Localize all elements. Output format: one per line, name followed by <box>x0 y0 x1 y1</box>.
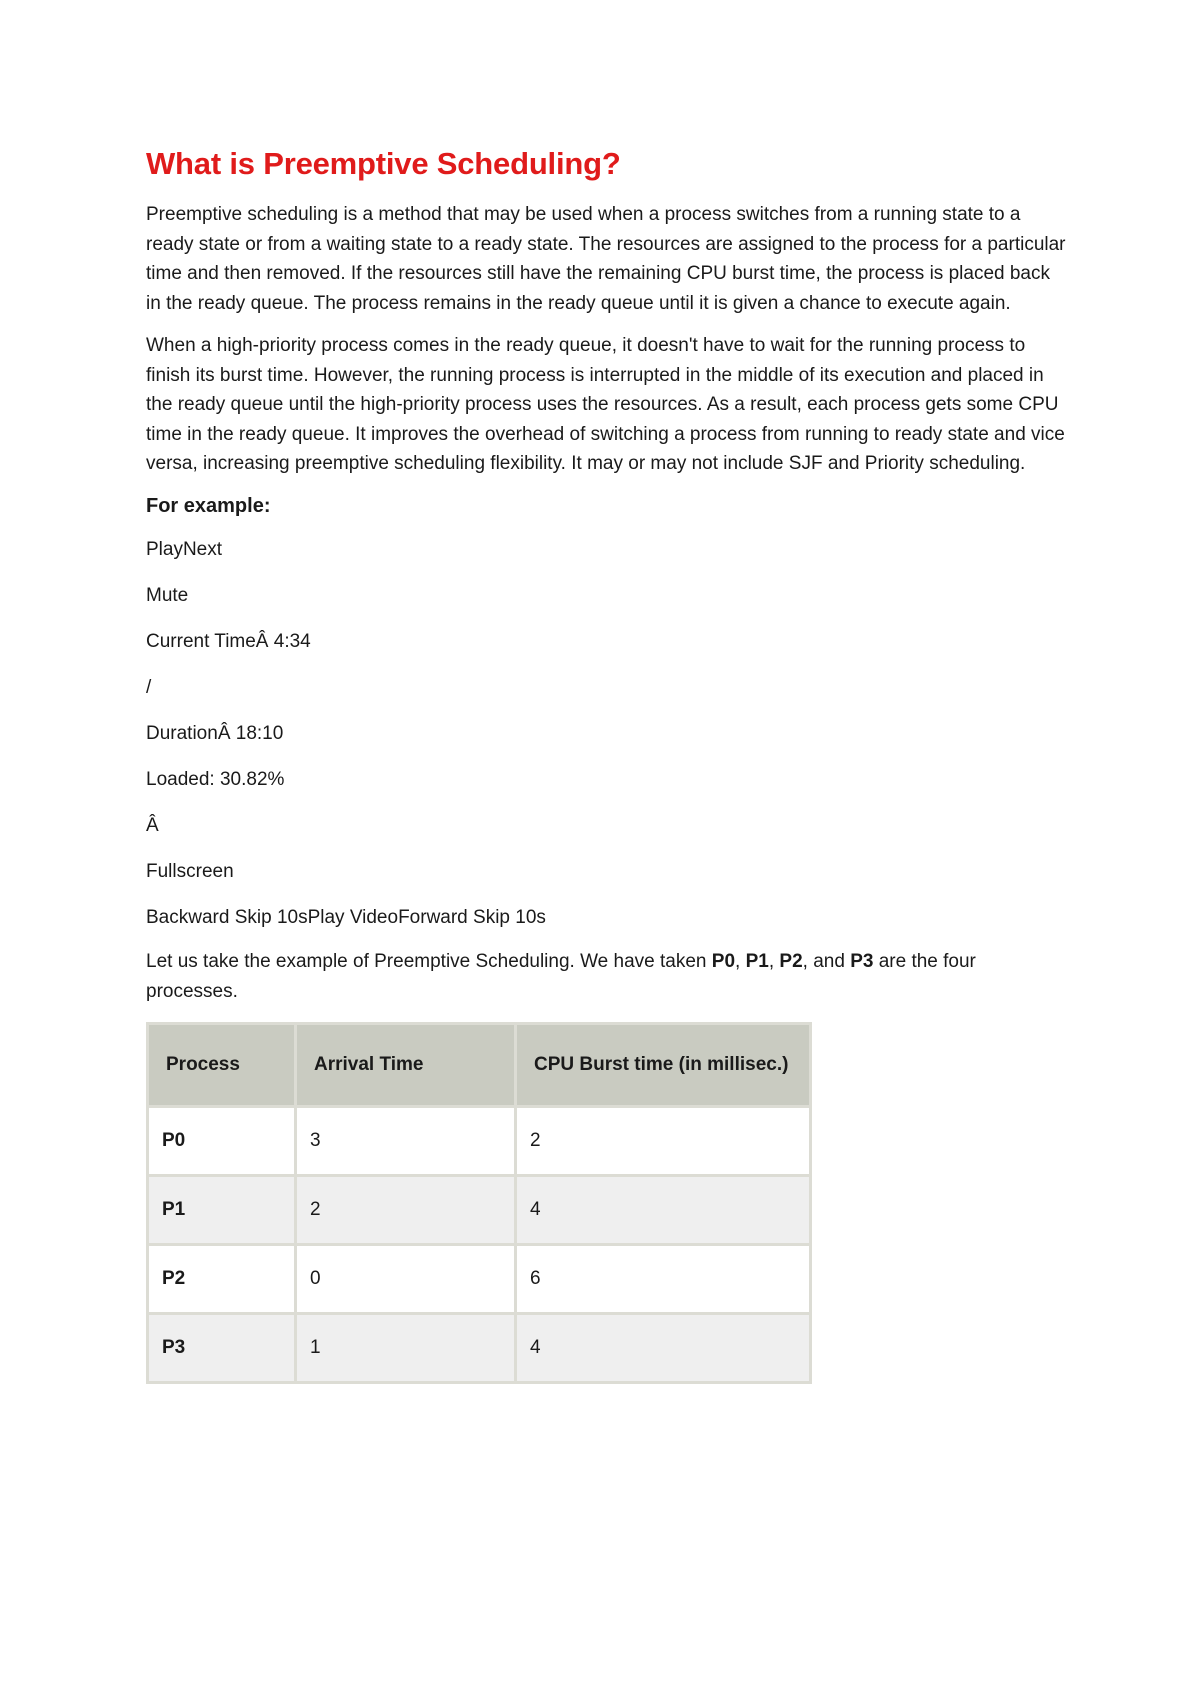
player-duration: DurationÂ 18:10 <box>146 723 284 744</box>
paragraph-definition: Preemptive scheduling is a method that may be used when a process switches from a running state to a ready state or from a waiting state to a ready state. The resources are assigned to the process for a particular time and then removed. If the resources still have the remaining CPU burst time, the process is placed back in the ready queue. The process remains in the ready queue until it is given a chance to execute again. <box>146 204 1066 314</box>
table-row <box>148 1176 811 1245</box>
cell-burst: 2 <box>516 1107 811 1176</box>
process-p0-ref: P0 <box>711 951 736 972</box>
cell-arrival: 1 <box>296 1314 516 1383</box>
player-stray-char: Â <box>146 815 159 836</box>
player-loaded: Loaded: 30.82% <box>146 769 285 790</box>
header-process: Process <box>148 1024 296 1107</box>
page-title: What is Preemptive Scheduling? <box>146 146 621 181</box>
process-table <box>146 1022 812 1384</box>
cell-process: P3 <box>148 1314 296 1383</box>
document-page <box>146 146 1066 1384</box>
cell-process: P1 <box>148 1176 296 1245</box>
process-p1-ref: P1 <box>745 951 769 972</box>
process-p2-ref: P2 <box>779 951 803 972</box>
player-skip-controls[interactable]: Backward Skip 10sPlay VideoForward Skip 10s <box>146 907 546 928</box>
table-header-row <box>148 1024 811 1107</box>
cell-arrival: 3 <box>296 1107 516 1176</box>
player-mute[interactable]: Mute <box>146 585 189 606</box>
example-heading: For example: <box>146 494 271 517</box>
player-fullscreen[interactable]: Fullscreen <box>146 861 234 882</box>
cell-burst: 6 <box>516 1245 811 1314</box>
cell-burst: 4 <box>516 1314 811 1383</box>
table-row <box>148 1314 811 1383</box>
player-time-separator: / <box>146 677 152 698</box>
cell-arrival: 0 <box>296 1245 516 1314</box>
header-cpu-burst: CPU Burst time (in millisec.) <box>516 1024 811 1107</box>
process-p3-ref: P3 <box>850 951 874 972</box>
player-play-next[interactable]: PlayNext <box>146 539 223 560</box>
cell-process: P0 <box>148 1107 296 1176</box>
player-current-time: Current TimeÂ 4:34 <box>146 631 311 652</box>
paragraph-example-intro: Let us take the example of Preemptive Scheduling. We have taken P0, P1, P2, and P3 are the four processes. <box>146 951 976 1002</box>
table-row <box>148 1245 811 1314</box>
cell-process: P2 <box>148 1245 296 1314</box>
table-row <box>148 1107 811 1176</box>
header-arrival-time: Arrival Time <box>296 1024 516 1107</box>
paragraph-high-priority: When a high-priority process comes in the ready queue, it doesn't have to wait for the running process to finish its burst time. However, the running process is interrupted in the middle of its execution and placed in the ready queue until the high-priority process uses the resources. As a result, each process gets some CPU time in the ready queue. It improves the overhead of switching a process from running to ready state and vice versa, increasing preemptive scheduling flexibility. It may or may not include SJF and Priority scheduling. <box>146 335 1065 474</box>
cell-burst: 4 <box>516 1176 811 1245</box>
cell-arrival: 2 <box>296 1176 516 1245</box>
